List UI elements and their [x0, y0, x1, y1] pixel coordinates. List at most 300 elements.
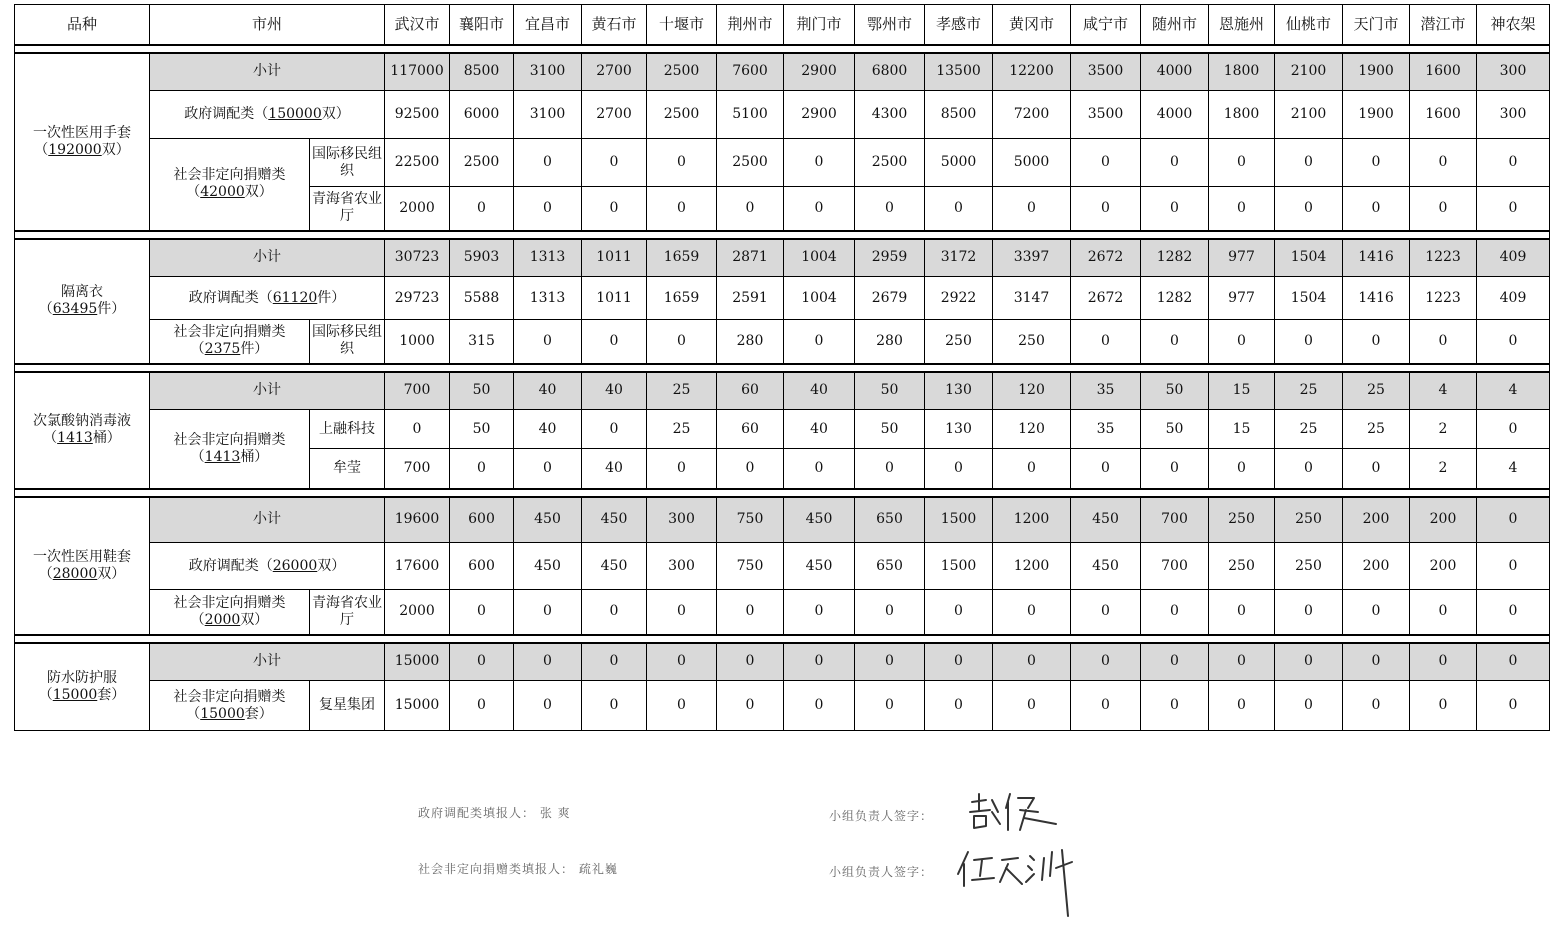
social-source-row [15, 410, 1550, 449]
value-cell: 3500 [1071, 53, 1141, 91]
donor-name-cell: 国际移民组织 [310, 139, 385, 187]
value-cell: 0 [514, 590, 582, 635]
value-cell: 25 [647, 372, 717, 410]
value-cell: 3397 [993, 239, 1071, 277]
value-cell: 0 [784, 449, 855, 489]
value-cell: 0 [925, 643, 993, 681]
category-name: 一次性医用手套 [33, 124, 131, 141]
value-cell: 4000 [1141, 53, 1209, 91]
value-cell: 2591 [717, 277, 784, 320]
value-cell: 0 [647, 449, 717, 489]
header-city: 武汉市 [385, 5, 450, 45]
gov-label-text: 政府调配类（ [184, 106, 269, 122]
value-cell: 250 [925, 320, 993, 364]
value-cell: 0 [514, 320, 582, 364]
value-cell: 0 [1410, 187, 1477, 231]
value-cell: 40 [582, 372, 647, 410]
gov-filler-name: 张 爽 [539, 806, 571, 820]
category-name: 隔离衣 [61, 284, 103, 300]
value-cell: 60 [717, 410, 784, 449]
value-cell: 0 [1071, 187, 1141, 231]
value-cell: 40 [514, 372, 582, 410]
header-city: 神农架 [1477, 5, 1550, 45]
value-cell: 0 [450, 681, 514, 731]
social-label-unit: 件） [240, 341, 269, 358]
value-cell: 2900 [784, 53, 855, 91]
value-cell: 977 [1209, 277, 1275, 320]
value-cell: 3147 [993, 277, 1071, 320]
value-cell: 60 [717, 372, 784, 410]
value-cell: 409 [1477, 239, 1550, 277]
value-cell: 750 [717, 543, 784, 590]
value-cell: 250 [993, 320, 1071, 364]
value-cell: 200 [1410, 543, 1477, 590]
value-cell: 0 [514, 449, 582, 489]
value-cell: 0 [717, 681, 784, 731]
category-total-unit: 双） [97, 565, 126, 582]
value-cell: 200 [1410, 497, 1477, 543]
separator-row [15, 364, 1550, 372]
value-cell: 0 [1343, 590, 1410, 635]
value-cell: 5903 [450, 239, 514, 277]
value-cell: 450 [514, 497, 582, 543]
separator-cell [15, 45, 1550, 53]
value-cell: 50 [855, 372, 925, 410]
value-cell: 0 [582, 187, 647, 231]
header-city: 天门市 [1343, 5, 1410, 45]
header-city: 黄石市 [582, 5, 647, 45]
value-cell: 15 [1209, 372, 1275, 410]
value-cell: 0 [450, 590, 514, 635]
value-cell: 130 [925, 372, 993, 410]
social-source-row [15, 320, 1550, 364]
value-cell: 650 [855, 543, 925, 590]
value-cell: 40 [582, 449, 647, 489]
value-cell: 0 [1071, 643, 1141, 681]
value-cell: 0 [1141, 643, 1209, 681]
value-cell: 0 [1477, 681, 1550, 731]
value-cell: 0 [514, 643, 582, 681]
category-total-paren: （ [38, 301, 53, 317]
value-cell: 1004 [784, 239, 855, 277]
value-cell: 977 [1209, 239, 1275, 277]
separator-cell [15, 364, 1550, 372]
value-cell: 0 [993, 643, 1071, 681]
value-cell: 0 [1275, 320, 1343, 364]
gov-label-text: 政府调配类（ [188, 289, 273, 306]
value-cell: 0 [1343, 139, 1410, 187]
value-cell: 15000 [385, 643, 450, 681]
social-filler-line [418, 860, 618, 877]
value-cell: 50 [855, 410, 925, 449]
social-label-text: 社会非定向捐赠类 [173, 431, 286, 448]
value-cell: 0 [1275, 187, 1343, 231]
header-city: 咸宁市 [1071, 5, 1141, 45]
value-cell: 2000 [385, 590, 450, 635]
leader-sign-label-1: 小组负责人签字： [829, 809, 934, 823]
value-cell: 700 [385, 372, 450, 410]
gov-label-unit: 双） [317, 557, 346, 574]
value-cell: 5000 [993, 139, 1071, 187]
value-cell: 0 [1477, 543, 1550, 590]
header-product: 品种 [15, 5, 150, 45]
value-cell: 0 [784, 320, 855, 364]
subtotal-row [15, 372, 1550, 410]
value-cell: 0 [784, 187, 855, 231]
value-cell: 450 [514, 543, 582, 590]
value-cell: 1011 [582, 277, 647, 320]
value-cell: 450 [582, 543, 647, 590]
separator-cell [15, 635, 1550, 643]
value-cell: 0 [855, 643, 925, 681]
value-cell: 0 [1343, 320, 1410, 364]
value-cell: 0 [647, 643, 717, 681]
value-cell: 450 [1071, 543, 1141, 590]
value-cell: 1282 [1141, 277, 1209, 320]
social-label-number: 15000 [200, 705, 245, 722]
value-cell: 450 [1071, 497, 1141, 543]
value-cell: 2100 [1275, 53, 1343, 91]
gov-row [15, 277, 1550, 320]
gov-label-number: 150000 [268, 106, 322, 122]
header-city: 荆门市 [784, 5, 855, 45]
social-label-cell [150, 681, 310, 731]
value-cell: 3172 [925, 239, 993, 277]
category-total-paren: （ [43, 430, 58, 446]
value-cell: 40 [784, 372, 855, 410]
header-city-label: 市州 [150, 5, 385, 45]
value-cell: 0 [1275, 643, 1343, 681]
value-cell: 15000 [385, 681, 450, 731]
value-cell: 4000 [1141, 91, 1209, 139]
value-cell: 0 [1209, 643, 1275, 681]
value-cell: 25 [1343, 372, 1410, 410]
value-cell: 40 [514, 410, 582, 449]
value-cell: 25 [1275, 410, 1343, 449]
value-cell: 0 [1477, 187, 1550, 231]
subtotal-label: 小计 [150, 53, 385, 91]
header-row [15, 5, 1550, 45]
value-cell: 2100 [1275, 91, 1343, 139]
social-label-number: 2375 [204, 341, 241, 358]
value-cell: 280 [717, 320, 784, 364]
subtotal-row [15, 643, 1550, 681]
header-city: 宜昌市 [514, 5, 582, 45]
social-label-paren: （ [186, 705, 201, 722]
value-cell: 1313 [514, 277, 582, 320]
value-cell: 0 [784, 643, 855, 681]
value-cell: 0 [993, 590, 1071, 635]
value-cell: 0 [514, 187, 582, 231]
value-cell: 0 [1410, 139, 1477, 187]
value-cell: 0 [1209, 449, 1275, 489]
value-cell: 0 [647, 681, 717, 731]
header-city: 襄阳市 [450, 5, 514, 45]
value-cell: 0 [717, 643, 784, 681]
value-cell: 409 [1477, 277, 1550, 320]
value-cell: 1659 [647, 277, 717, 320]
value-cell: 120 [993, 410, 1071, 449]
value-cell: 1900 [1343, 53, 1410, 91]
value-cell: 4 [1477, 449, 1550, 489]
value-cell: 2 [1410, 410, 1477, 449]
category-total-paren: （ [38, 565, 53, 582]
value-cell: 300 [647, 497, 717, 543]
value-cell: 0 [647, 139, 717, 187]
value-cell: 2679 [855, 277, 925, 320]
value-cell: 2959 [855, 239, 925, 277]
value-cell: 300 [1477, 91, 1550, 139]
value-cell: 7200 [993, 91, 1071, 139]
value-cell: 0 [925, 681, 993, 731]
social-label-unit: 双） [244, 184, 273, 201]
value-cell: 0 [1209, 139, 1275, 187]
category-cell [15, 53, 150, 231]
social-label-number: 2000 [204, 611, 241, 628]
separator-row [15, 489, 1550, 497]
value-cell: 0 [1343, 681, 1410, 731]
value-cell: 6000 [450, 91, 514, 139]
value-cell: 1500 [925, 497, 993, 543]
value-cell: 450 [784, 543, 855, 590]
value-cell: 2700 [582, 53, 647, 91]
category-total: 28000 [52, 565, 98, 582]
value-cell: 0 [1275, 681, 1343, 731]
social-label-paren: （ [190, 341, 205, 358]
value-cell: 1000 [385, 320, 450, 364]
value-cell: 2500 [647, 53, 717, 91]
value-cell: 1504 [1275, 239, 1343, 277]
social-label-number: 1413 [204, 448, 241, 465]
value-cell: 1600 [1410, 53, 1477, 91]
separator-cell [15, 231, 1550, 239]
gov-label-text: 政府调配类（ [188, 557, 273, 574]
subtotal-row [15, 497, 1550, 543]
value-cell: 1004 [784, 277, 855, 320]
category-cell [15, 497, 150, 635]
value-cell: 0 [855, 681, 925, 731]
value-cell: 0 [582, 320, 647, 364]
value-cell: 0 [1410, 590, 1477, 635]
gov-label-cell [150, 91, 385, 139]
category-total-unit: 桶） [92, 430, 121, 446]
value-cell: 2922 [925, 277, 993, 320]
value-cell: 8500 [450, 53, 514, 91]
social-label-text: 社会非定向捐赠类 [173, 324, 286, 341]
gov-label-number: 61120 [272, 289, 318, 306]
category-total: 63495 [52, 301, 98, 317]
value-cell: 0 [1071, 449, 1141, 489]
value-cell: 650 [855, 497, 925, 543]
value-cell: 315 [450, 320, 514, 364]
value-cell: 0 [993, 187, 1071, 231]
value-cell: 250 [1275, 497, 1343, 543]
value-cell: 0 [1141, 681, 1209, 731]
value-cell: 2500 [450, 139, 514, 187]
value-cell: 17600 [385, 543, 450, 590]
value-cell: 25 [647, 410, 717, 449]
header-city: 十堰市 [647, 5, 717, 45]
value-cell: 200 [1343, 497, 1410, 543]
value-cell: 117000 [385, 53, 450, 91]
subtotal-label: 小计 [150, 643, 385, 681]
value-cell: 280 [855, 320, 925, 364]
value-cell: 200 [1343, 543, 1410, 590]
value-cell: 0 [1477, 320, 1550, 364]
value-cell: 1504 [1275, 277, 1343, 320]
value-cell: 0 [1209, 590, 1275, 635]
value-cell: 0 [993, 681, 1071, 731]
value-cell: 0 [993, 449, 1071, 489]
value-cell: 0 [1410, 681, 1477, 731]
value-cell: 0 [1275, 449, 1343, 489]
value-cell: 1223 [1410, 239, 1477, 277]
social-label-cell [150, 590, 310, 635]
donor-name-cell: 复星集团 [310, 681, 385, 731]
social-label-cell [150, 139, 310, 231]
value-cell: 600 [450, 543, 514, 590]
value-cell: 300 [1477, 53, 1550, 91]
signature-1 [962, 790, 1062, 838]
value-cell: 1200 [993, 497, 1071, 543]
value-cell: 0 [450, 187, 514, 231]
value-cell: 0 [855, 187, 925, 231]
gov-filler-label: 政府调配类填报人： [418, 806, 536, 820]
separator-row [15, 231, 1550, 239]
value-cell: 250 [1209, 497, 1275, 543]
value-cell: 700 [1141, 543, 1209, 590]
value-cell: 1600 [1410, 91, 1477, 139]
value-cell: 0 [450, 643, 514, 681]
value-cell: 0 [1477, 497, 1550, 543]
value-cell: 0 [1477, 410, 1550, 449]
value-cell: 0 [925, 187, 993, 231]
value-cell: 0 [647, 320, 717, 364]
value-cell: 5588 [450, 277, 514, 320]
value-cell: 2900 [784, 91, 855, 139]
value-cell: 19600 [385, 497, 450, 543]
value-cell: 1011 [582, 239, 647, 277]
header-city: 孝感市 [925, 5, 993, 45]
value-cell: 2672 [1071, 239, 1141, 277]
value-cell: 0 [925, 590, 993, 635]
value-cell: 450 [784, 497, 855, 543]
value-cell: 1800 [1209, 53, 1275, 91]
value-cell: 2500 [717, 139, 784, 187]
value-cell: 120 [993, 372, 1071, 410]
value-cell: 25 [1275, 372, 1343, 410]
header-city: 随州市 [1141, 5, 1209, 45]
value-cell: 0 [1343, 187, 1410, 231]
value-cell: 3100 [514, 53, 582, 91]
value-cell: 0 [1410, 643, 1477, 681]
value-cell: 250 [1275, 543, 1343, 590]
subtotal-label: 小计 [150, 239, 385, 277]
value-cell: 700 [385, 449, 450, 489]
value-cell: 300 [647, 543, 717, 590]
value-cell: 29723 [385, 277, 450, 320]
value-cell: 1900 [1343, 91, 1410, 139]
category-total-unit: 件） [97, 301, 126, 317]
social-label-paren: （ [186, 184, 201, 201]
social-label-cell [150, 320, 310, 364]
social-label-unit: 套） [244, 705, 273, 722]
value-cell: 12200 [993, 53, 1071, 91]
value-cell: 1282 [1141, 239, 1209, 277]
value-cell: 0 [582, 410, 647, 449]
value-cell: 0 [925, 449, 993, 489]
category-name: 一次性医用鞋套 [33, 548, 131, 565]
social-label-unit: 桶） [240, 448, 269, 465]
value-cell: 0 [1071, 320, 1141, 364]
gov-label-unit: 件） [317, 289, 346, 306]
value-cell: 2871 [717, 239, 784, 277]
value-cell: 6800 [855, 53, 925, 91]
value-cell: 5000 [925, 139, 993, 187]
value-cell: 0 [1343, 643, 1410, 681]
subtotal-label: 小计 [150, 372, 385, 410]
gov-label-unit: 双） [321, 106, 350, 122]
value-cell: 0 [1410, 320, 1477, 364]
category-cell [15, 372, 150, 489]
donor-name-cell: 牟莹 [310, 449, 385, 489]
value-cell: 0 [647, 590, 717, 635]
header-city: 黄冈市 [993, 5, 1071, 45]
value-cell: 0 [784, 590, 855, 635]
social-label-text: 社会非定向捐赠类 [173, 167, 286, 184]
value-cell: 5100 [717, 91, 784, 139]
value-cell: 0 [582, 643, 647, 681]
social-filler-name: 疏礼巍 [578, 862, 618, 876]
value-cell: 35 [1071, 372, 1141, 410]
value-cell: 13500 [925, 53, 993, 91]
value-cell: 0 [784, 139, 855, 187]
category-name: 防水防护服 [47, 669, 117, 686]
value-cell: 2672 [1071, 277, 1141, 320]
category-cell [15, 239, 150, 364]
value-cell: 0 [1071, 139, 1141, 187]
value-cell: 0 [514, 139, 582, 187]
social-label-text: 社会非定向捐赠类 [173, 688, 286, 705]
value-cell: 0 [385, 410, 450, 449]
value-cell: 0 [1477, 139, 1550, 187]
category-total: 15000 [52, 686, 98, 703]
value-cell: 2500 [647, 91, 717, 139]
value-cell: 4300 [855, 91, 925, 139]
value-cell: 0 [1141, 320, 1209, 364]
header-city: 荆州市 [717, 5, 784, 45]
value-cell: 0 [717, 187, 784, 231]
social-label-cell [150, 410, 310, 489]
value-cell: 0 [647, 187, 717, 231]
gov-label-number: 26000 [272, 557, 318, 574]
gov-filler-line [418, 804, 571, 821]
value-cell: 30723 [385, 239, 450, 277]
value-cell: 0 [1141, 449, 1209, 489]
value-cell: 700 [1141, 497, 1209, 543]
value-cell: 600 [450, 497, 514, 543]
value-cell: 1200 [993, 543, 1071, 590]
gov-label-cell [150, 543, 385, 590]
value-cell: 3500 [1071, 91, 1141, 139]
social-label-paren: （ [190, 611, 205, 628]
value-cell: 50 [1141, 410, 1209, 449]
social-source-row [15, 681, 1550, 731]
leader-sign-label-2: 小组负责人签字： [829, 865, 934, 879]
header-city: 仙桃市 [1275, 5, 1343, 45]
value-cell: 35 [1071, 410, 1141, 449]
social-label-text: 社会非定向捐赠类 [173, 594, 286, 611]
